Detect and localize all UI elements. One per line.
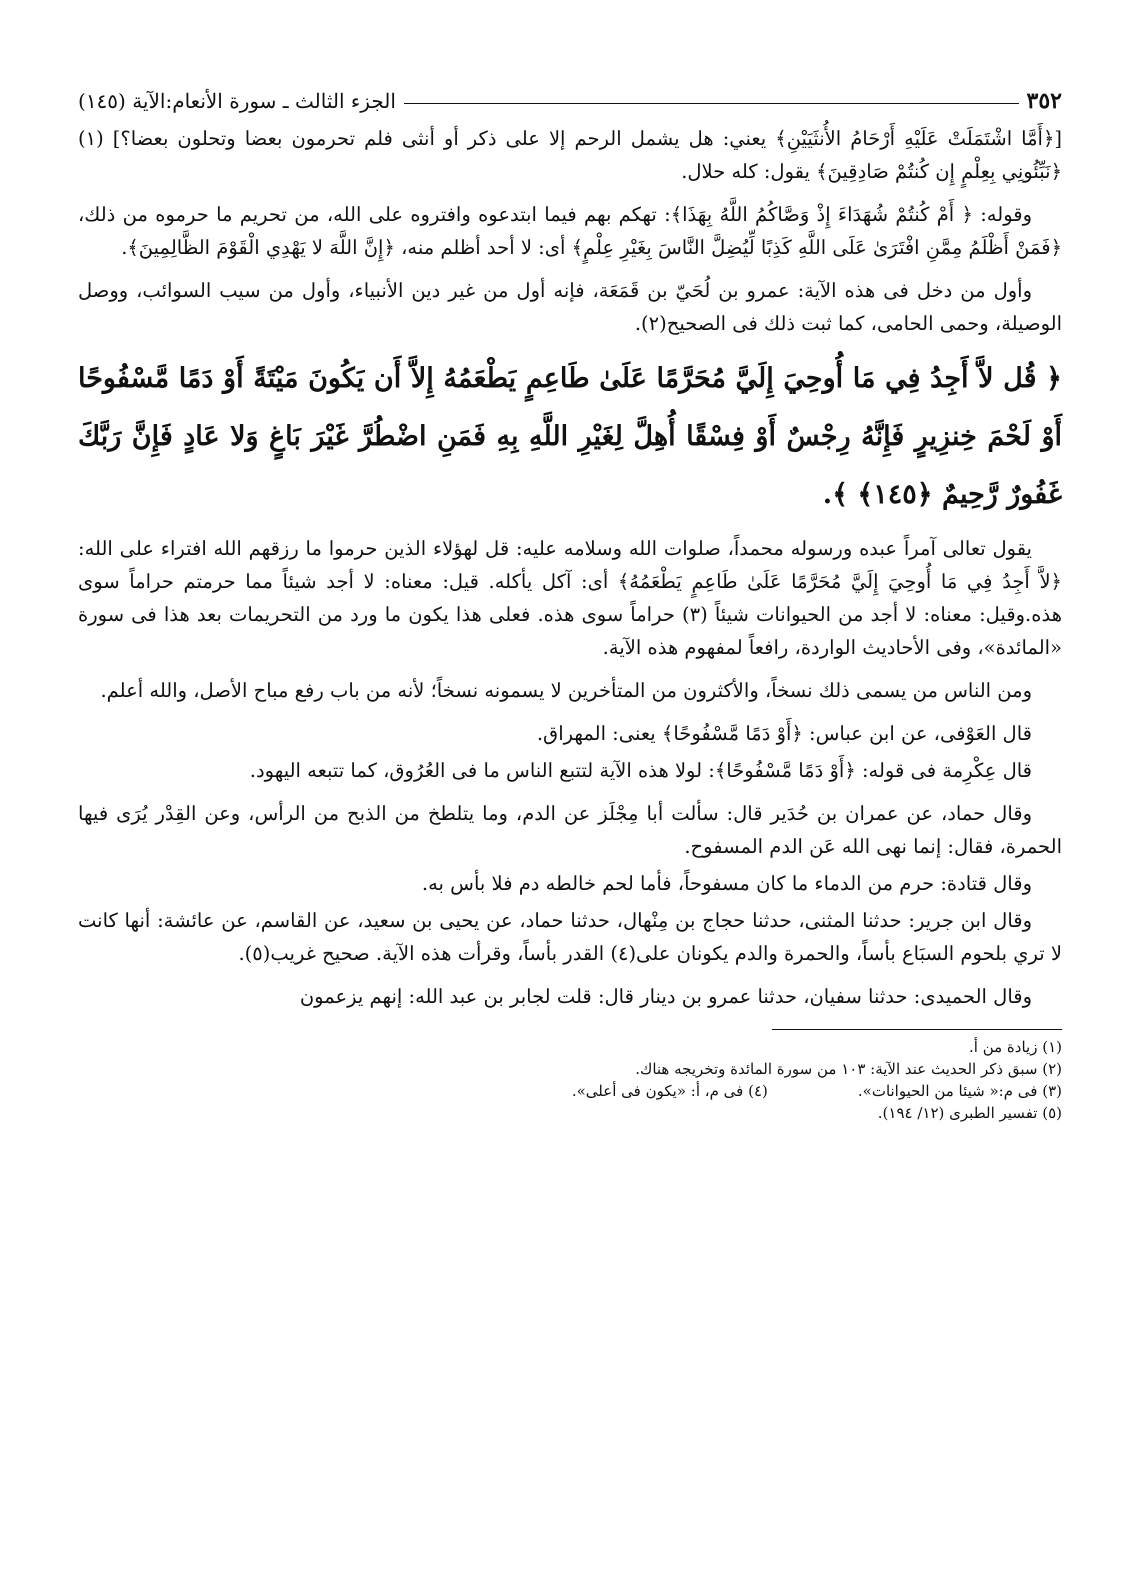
paragraph-9: وقال قتادة: حرم من الدماء ما كان مسفوحاً، فأما لحم خالطه دم فلا بأس به.	[421, 872, 1032, 895]
footnotes	[78, 1036, 1062, 1124]
footnote-row	[78, 1080, 1062, 1102]
footnote-5: (٥) تفسير الطبرى (١٢/ ١٩٤).	[877, 1104, 1062, 1122]
paragraph-7: قال عِكْرِمة فى قوله: ﴿أَوْ دَمًا مَّسْفُوحًا﴾: لولا هذه الآية لتتبع الناس ما فى العُرُوق، كما تتبعه اليهود.	[249, 759, 1032, 782]
running-header	[78, 86, 1062, 116]
paragraph-3: وأول من دخل فى هذه الآية: عمرو بن لُحَيّ بن قَمَعَة، فإنه أول من غير دين الأنبياء، وأول من سيب السوائب، ووصل الوصيلة، وحمى الحامى، كما ثبت ذلك فى الصحيح(٢).	[78, 279, 1062, 335]
paragraph-5: ومن الناس من يسمى ذلك نسخاً، والأكثرون من المتأخرين لا يسمونه نسخاً؛ لأنه من باب رفع مباح الأصل، والله أعلم.	[100, 679, 1032, 702]
footnote-rule	[772, 1029, 1062, 1030]
header-title: الجزء الثالث ـ سورة الأنعام:الآية (١٤٥)	[78, 89, 396, 113]
paragraph-10: وقال ابن جرير: حدثنا المثنى، حدثنا حجاج بن مِنْهال، حدثنا حماد، عن يحيى بن سعيد، عن القاسم، عن عائشة: أنها كانت لا تري بلحوم السبَاع بأساً، والحمرة والدم يكونان على(٤) القدر بأساً، وقرأت هذه الآية. صحيح غريب(٥).	[78, 909, 1062, 965]
footnote-1: (١) زيادة من أ.	[969, 1038, 1062, 1056]
header-rule	[404, 103, 1019, 104]
paragraph-6: قال العَوْفى، عن ابن عباس: ﴿أَوْ دَمًا مَّسْفُوحًا﴾ يعنى: المهراق.	[536, 722, 1032, 745]
paragraph-4: يقول تعالى آمراً عبده ورسوله محمداً، صلوات الله وسلامه عليه: قل لهؤلاء الذين حرموا ما رزقهم الله افتراء على الله: ﴿لاَّ أَجِدُ فِي مَا أُوحِيَ إِلَيَّ مُحَرَّمًا عَلَىٰ طَاعِمٍ يَطْعَمُهُ﴾ أى: آكل يأكله. قيل: معناه: لا أجد شيئاً مما حرمتم حراماً سوى هذه.وقيل: معناه: لا أجد من الحيوانات شيئاً (٣) حراماً سوى هذه. فعلى هذا يكون ما ورد من التحريمات بعد هذا فى سورة «المائدة»، وفى الأحاديث الواردة، رافعاً لمفهوم هذه الآية.	[78, 537, 1062, 659]
paragraph-8: وقال حماد، عن عمران بن حُدَير قال: سألت أبا مِجْلَز عن الدم، وما يتلطخ من الذبح من الرأس، وعن القِدْر يُرَى فيها الحمرة، فقال: إنما نهى الله عَن الدم المسفوح.	[78, 802, 1062, 858]
page-number: ٣٥٢	[1026, 88, 1062, 114]
footnote-2: (٢) سبق ذكر الحديث عند الآية: ١٠٣ من سورة المائدة وتخريجه هناك.	[635, 1060, 1062, 1078]
footnote-4: (٤) فى م، أ: «يكون فى أعلى».	[571, 1082, 768, 1100]
paragraph-1: [﴿أَمَّا اشْتَمَلَتْ عَلَيْهِ أَرْحَامُ الأُنثَيَيْنِ﴾ يعني: هل يشمل الرحم إلا على ذكر أو أنثى فلم تحرمون بعضا وتحلون بعضا؟] (١) ﴿نَبِّئُونِي بِعِلْمٍ إِن كُنتُمْ صَادِقِينَ﴾ يقول: كله حلال.	[78, 127, 1062, 183]
footnote-3: (٣) فى م:« شيئا من الحيوانات».	[857, 1082, 1062, 1100]
paragraph-2: وقوله: ﴿ أَمْ كُنتُمْ شُهَدَاءَ إِذْ وَصَّاكُمُ اللَّهُ بِهَذَا﴾: تهكم بهم فيما ابتدعوه وافتروه على الله، من تحريم ما حرموه من ذلك، ﴿فَمَنْ أَظْلَمُ مِمَّنِ افْتَرَىٰ عَلَى اللَّهِ كَذِبًا لِّيُضِلَّ النَّاسَ بِغَيْرِ عِلْمٍ﴾ أى: لا أحد أظلم منه، ﴿إِنَّ اللَّهَ لا يَهْدِي الْقَوْمَ الظَّالِمِينَ﴾.	[78, 203, 1062, 259]
quran-verse: ﴿ قُل لاَّ أَجِدُ فِي مَا أُوحِيَ إِلَيَّ مُحَرَّمًا عَلَىٰ طَاعِمٍ يَطْعَمُهُ إِلاَّ أَن يَكُونَ مَيْتَةً أَوْ دَمًا مَّسْفُوحًا أَوْ لَحْمَ خِنزِيرٍ فَإِنَّهُ رِجْسٌ أَوْ فِسْقًا أُهِلَّ لِغَيْرِ اللَّهِ بِهِ فَمَنِ اضْطُرَّ غَيْرَ بَاغٍ وَلا عَادٍ فَإِنَّ رَبَّكَ غَفُورٌ رَّحِيمٌ ﴿١٤٥﴾ ﴾.	[78, 363, 1062, 510]
paragraph-11: وقال الحميدى: حدثنا سفيان، حدثنا عمرو بن دينار قال: قلت لجابر بن عبد الله: إنهم يزعمون	[299, 985, 1032, 1008]
